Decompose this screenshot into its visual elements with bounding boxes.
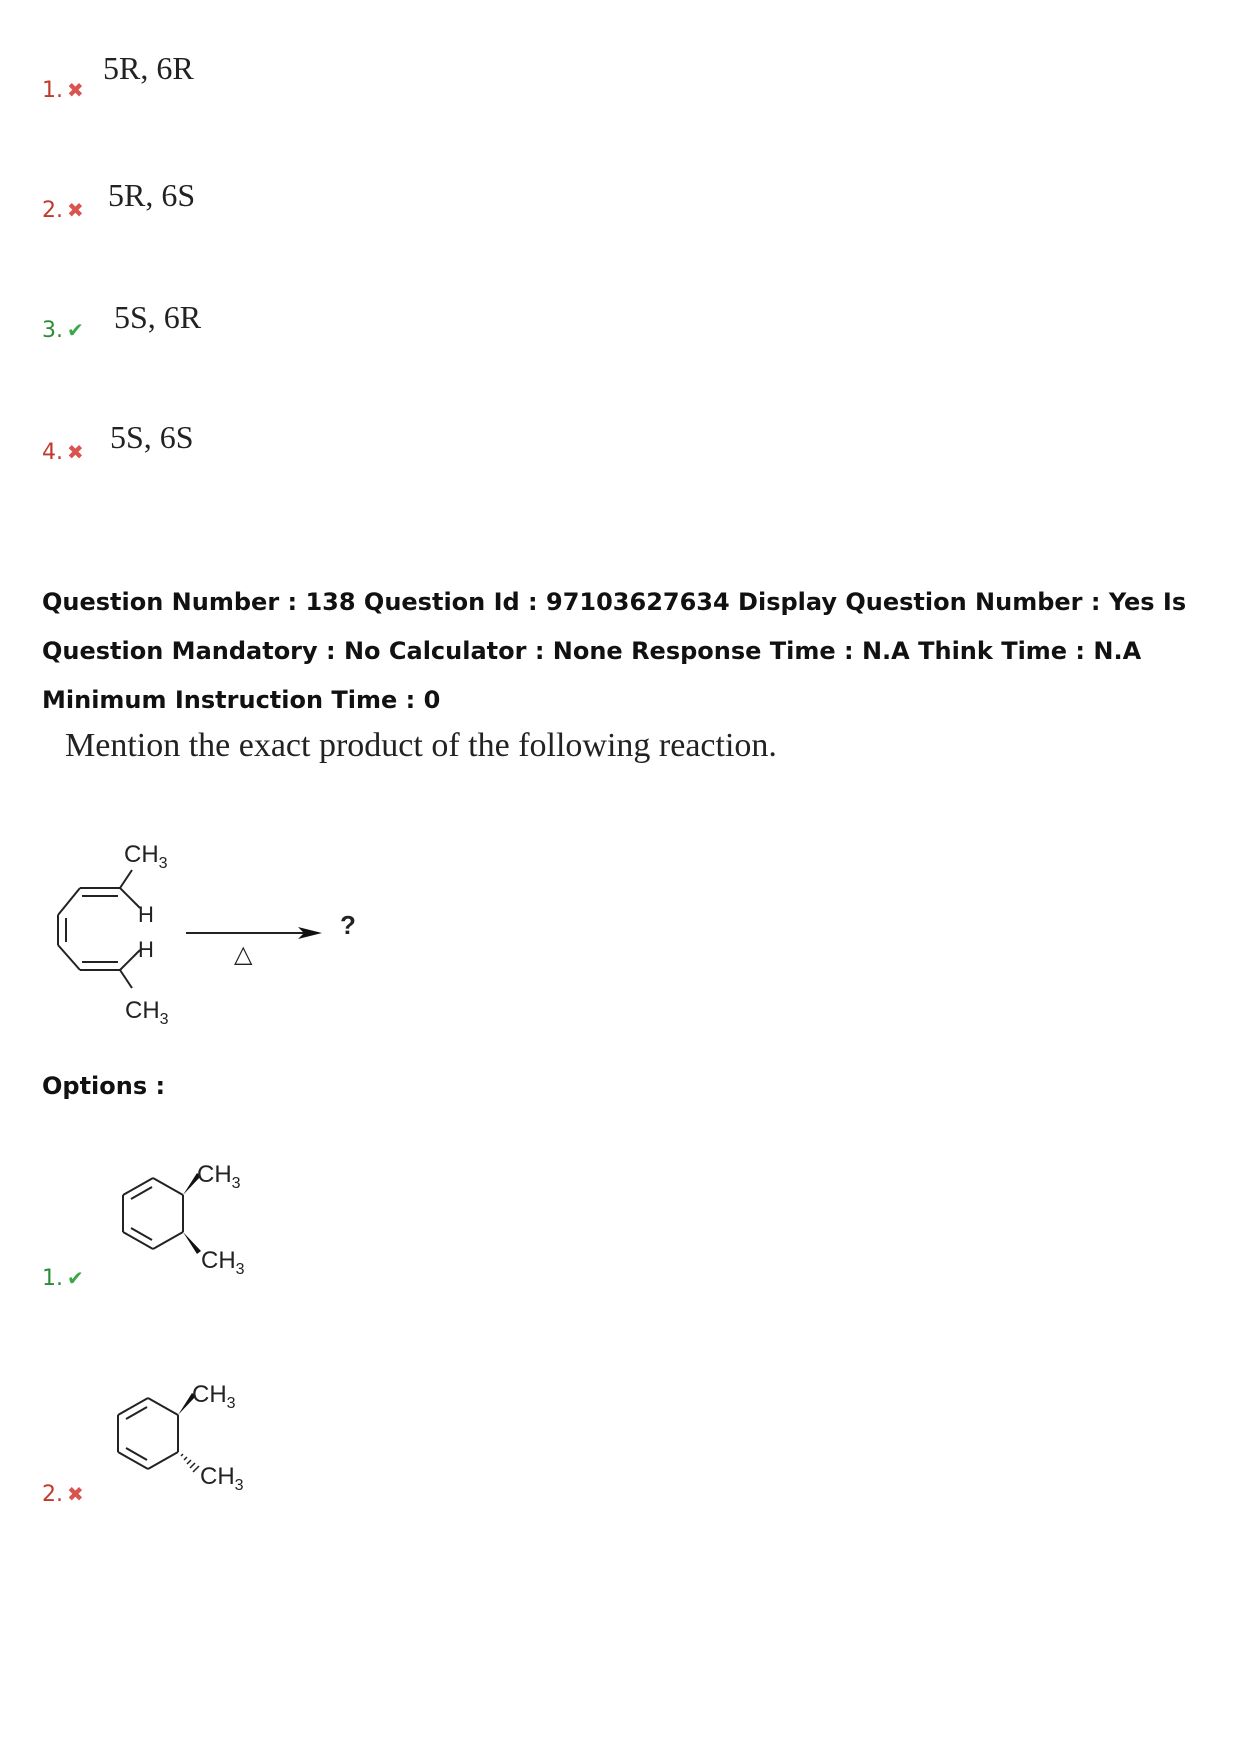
prev-option-1-text: 5R, 6R	[103, 50, 194, 86]
cross-icon: ✖	[67, 440, 84, 464]
option-number: 3.	[42, 318, 63, 343]
option-number: 1.	[42, 1266, 63, 1291]
option-number: 2.	[42, 1482, 63, 1507]
unknown-product: ?	[340, 910, 356, 940]
prev-option-3	[42, 318, 84, 343]
option-1-structure	[105, 1150, 265, 1280]
h-top-label: H	[138, 902, 154, 927]
octatriene-structure	[58, 870, 140, 988]
question-text: Mention the exact product of the following reaction.	[65, 727, 777, 764]
prev-option-3-text: 5S, 6R	[114, 299, 202, 335]
reaction-arrow	[186, 927, 322, 939]
check-icon: ✔	[67, 1266, 84, 1290]
option-number: 4.	[42, 440, 63, 465]
h-bottom-label: H	[138, 937, 154, 962]
ch3-label-top: $CH_3$	[192, 1381, 236, 1412]
ch3-top-label: $CH_3$	[124, 841, 168, 872]
ch3-label-bottom: $CH_3$	[200, 1463, 244, 1494]
check-icon: ✔	[67, 318, 84, 342]
prev-option-4-text: 5S, 6S	[110, 419, 194, 455]
cross-icon: ✖	[67, 1482, 84, 1506]
cross-icon: ✖	[67, 78, 84, 102]
prev-option-1	[42, 78, 84, 103]
option-number: 2.	[42, 198, 63, 223]
option-2-structure	[100, 1370, 260, 1500]
prev-option-2	[42, 198, 84, 223]
prev-option-2-text: 5R, 6S	[108, 177, 196, 213]
options-label: Options :	[42, 1072, 166, 1100]
cross-icon: ✖	[67, 198, 84, 222]
prev-option-4	[42, 440, 84, 465]
reaction-diagram	[40, 830, 380, 1030]
heat-symbol: △	[234, 941, 253, 968]
ch3-label-bottom: $CH_3$	[201, 1247, 245, 1278]
option-2[interactable]	[42, 1482, 84, 1507]
option-1[interactable]	[42, 1266, 84, 1291]
question-meta: Question Number : 138 Question Id : 97103627634 Display Question Number : Yes Is Question Mandatory : No Calculator : None Response Time : N.A Think Time : N.A Minimum Instruction Time : 0	[42, 588, 1187, 714]
option-number: 1.	[42, 78, 63, 103]
ch3-bottom-label: $CH_3$	[125, 997, 169, 1028]
ch3-label-top: $CH_3$	[197, 1161, 241, 1192]
